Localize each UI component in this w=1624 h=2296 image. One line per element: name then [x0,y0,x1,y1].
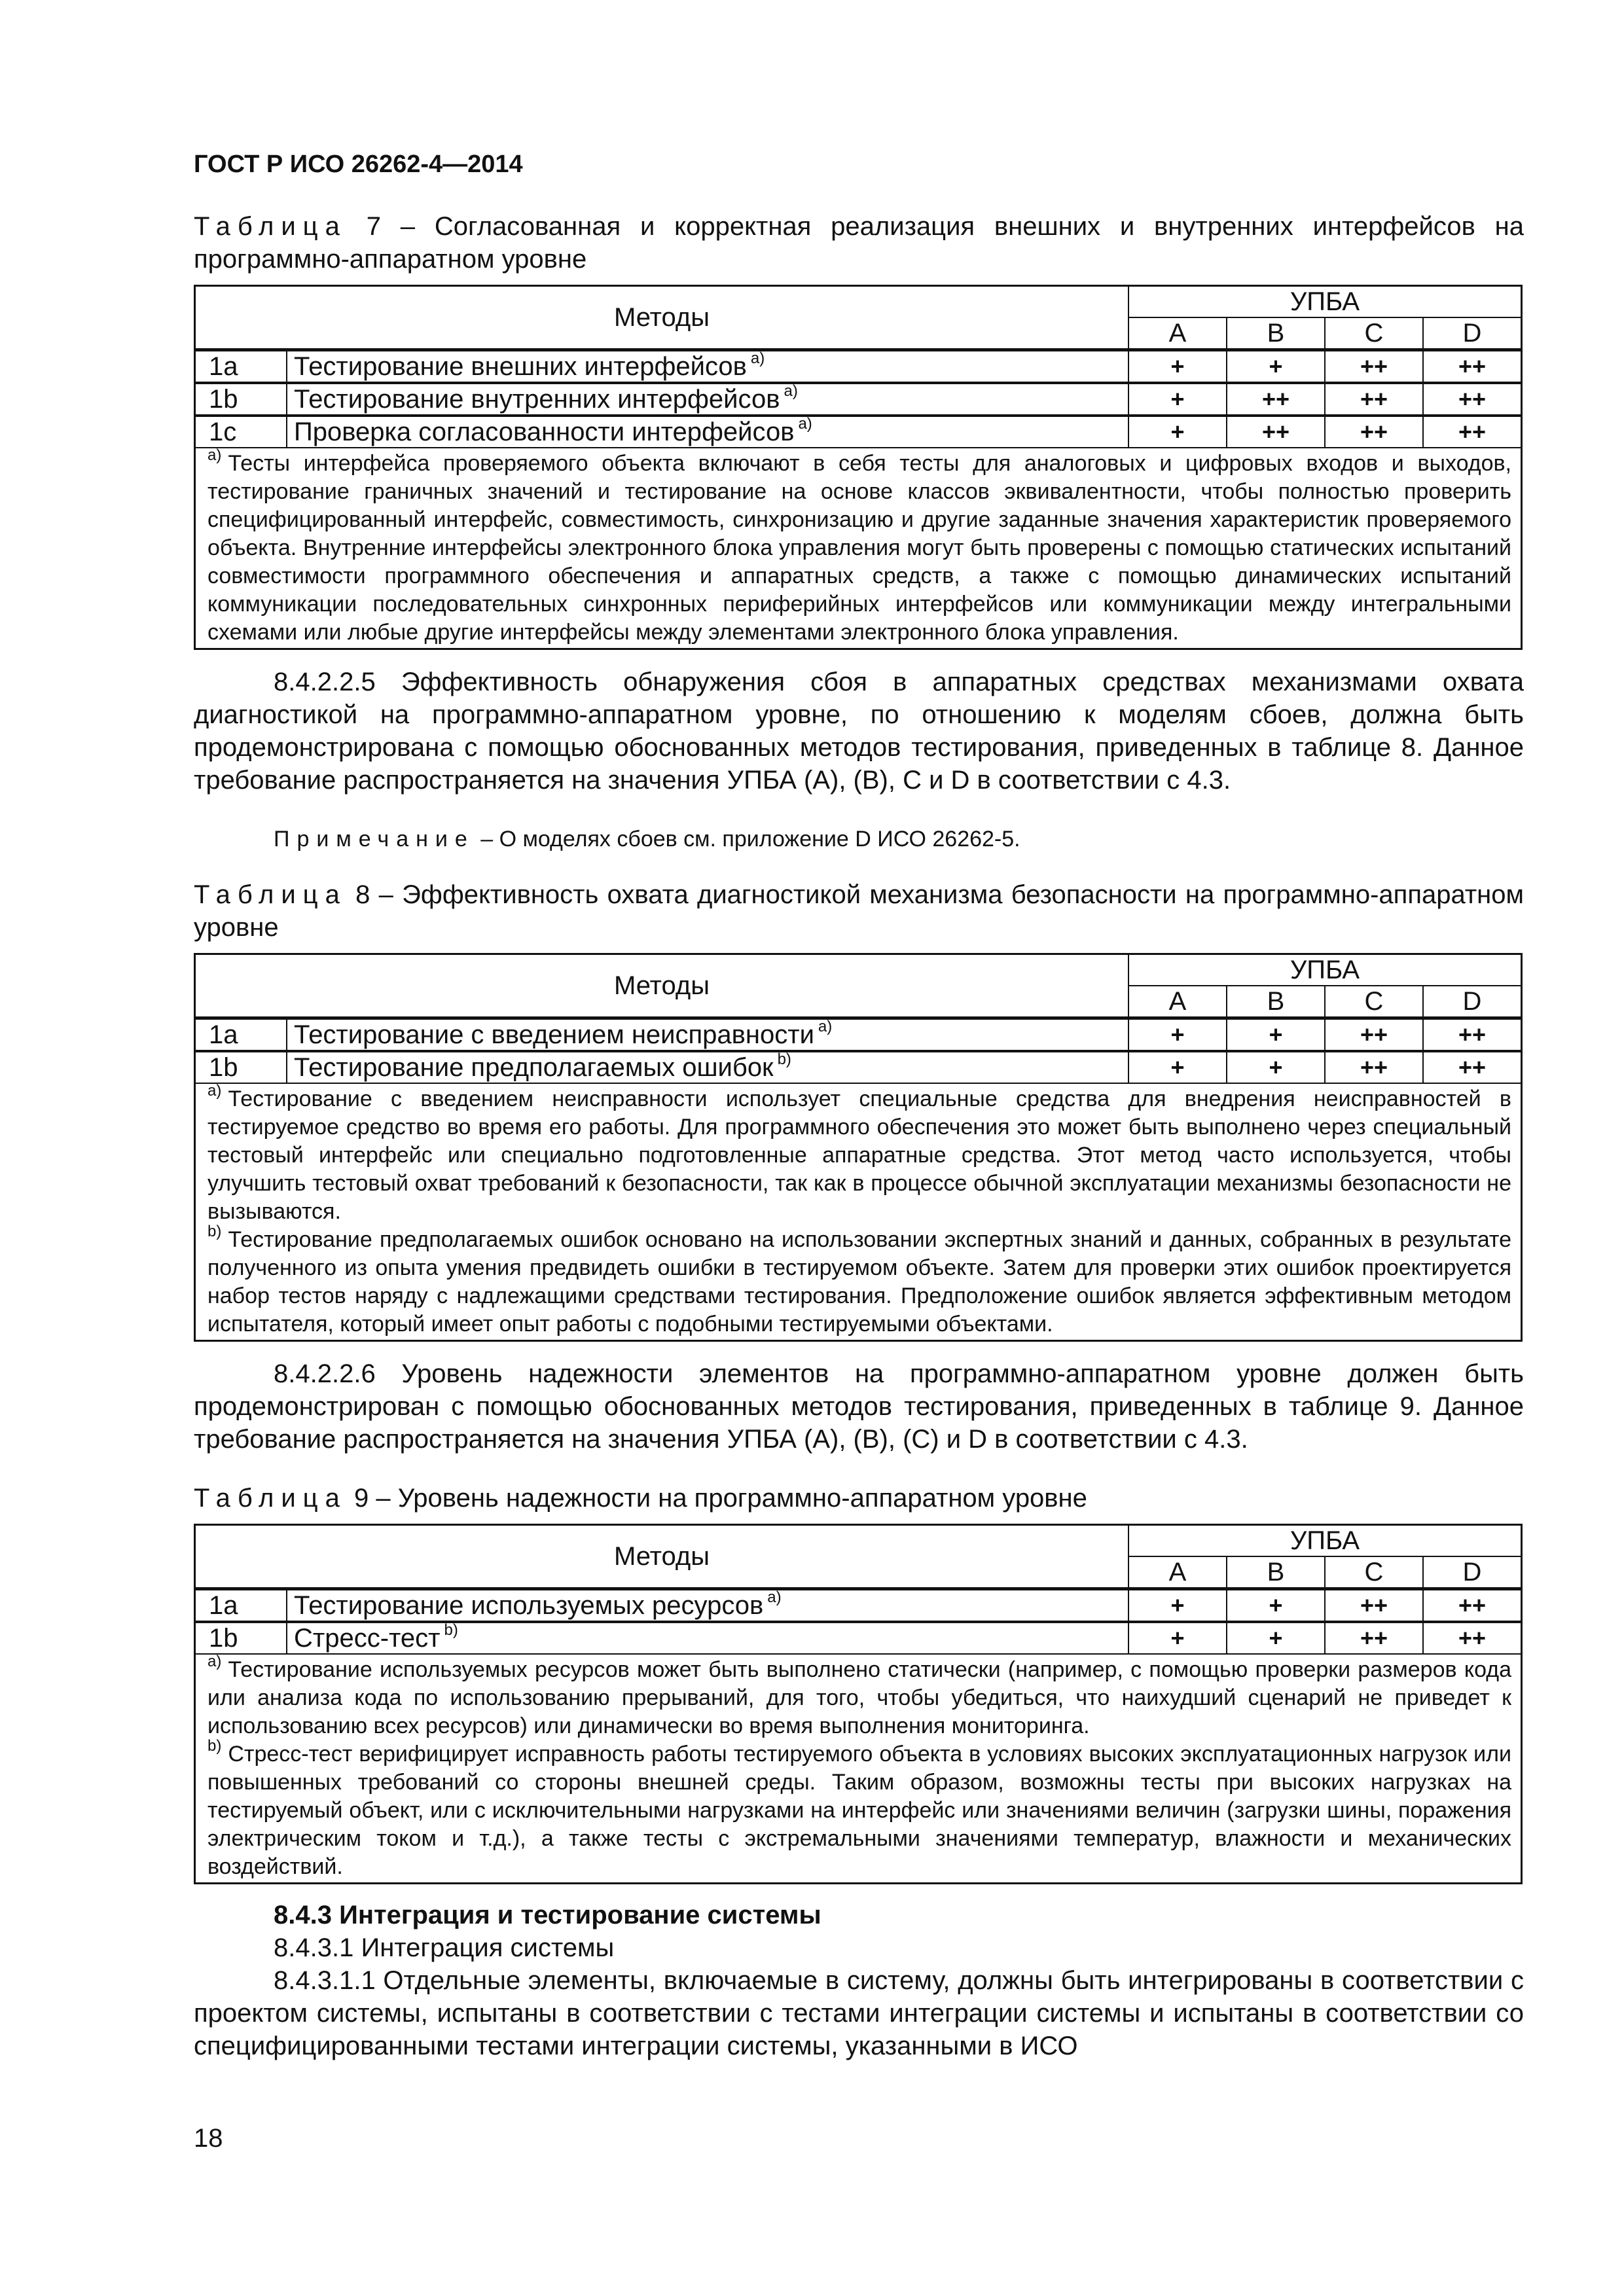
method-text: Тестирование внутренних интерфейсов [294,385,780,414]
table-row [195,350,1522,384]
value-c: ++ [1325,1018,1423,1052]
table9 [194,1524,1523,1884]
row-number: 1b [195,1622,287,1654]
table8-title: 8 – Эффективность охвата диагностикой механизма безопасности на программно-аппаратном уровне [194,880,1524,942]
value-c: ++ [1325,1622,1423,1654]
asil-header: УПБА [1128,286,1522,318]
grade-d-header: D [1423,1556,1522,1589]
method-text: Тестирование с введением неисправности [294,1020,814,1049]
note-mark: b) [208,1222,222,1240]
footnote-ref: a) [784,382,798,400]
subsection-heading: 8.4.3.1 Интеграция системы [274,1933,615,1962]
table9-caption [194,1482,1524,1515]
value-a: + [1128,1589,1227,1623]
table8-caption [194,878,1524,944]
row-method [287,1622,1128,1654]
paragraph-8-4-2-2-6: 8.4.2.2.6 Уровень надежности элементов на программно-аппаратном уровне должен быть продемонстрирован с помощью обоснованных методов тестирования, приведенных в таблице 9. Данное требование распространяется на значения УПБА (А), (В), (С) и D в соответствии с 4.3. [194,1359,1524,1454]
value-c: ++ [1325,416,1423,448]
table9-label: Таблица [194,1484,347,1513]
value-b: + [1227,1589,1325,1623]
note-text: Тесты интерфейса проверяемого объекта включают в себя тесты для аналоговых и цифровых входов и выходов, тестирование граничных значений и тестирование на основе классов эквивалентности, чтобы полностью проверить специфицированный интерфейс, совместимость, синхронизацию и другие заданные значения характеристик проверяемого объекта. Внутренние интерфейсы электронного блока управления могут быть проверены с помощью статических испытаний совместимости программного обеспечения и аппаратных средств, а также с помощью динамических испытаний коммуникации последовательных синхронных периферийных интерфейсов или коммуникации между интегральными схемами или любые другие интерфейсы между элементами электронного блока управления. [208,451,1511,645]
note-mark: a) [208,446,222,464]
remark-text: – О моделях сбоев см. приложение D ИСО 26262-5. [474,827,1020,852]
remark-label: Примечание [274,827,475,852]
value-c: ++ [1325,1051,1423,1083]
row-method [287,1051,1128,1083]
grade-c-header: C [1325,986,1423,1018]
table8-label: Таблица [194,880,347,909]
grade-c-header: C [1325,317,1423,350]
note-text: Стресс-тест верифицирует исправность работы тестируемого объекта в условиях высоких эксплуатационных нагрузок или повышенных требований со стороны внешней среды. Таким образом, возможны тесты при высоких нагрузках на тестируемый объект, или с исключительными нагрузками на интерфейс или значениями величин (загрузки шины, поражения электрическим током и т.д.), а также тесты с экстремальными значениями температур, влажности и механических воздействий. [208,1742,1511,1879]
paragraph-8-4-3-1-1: 8.4.3.1.1 Отдельные элементы, включаемые в систему, должны быть интегрированы в соответствии с проектом системы, испытаны в соответствии с тестами интеграции системы и испытаны в соответствии со специфицированными тестами интеграции системы, указанными в ИСО [194,1966,1524,2060]
table-notes-row [195,448,1522,649]
table-notes-row [195,1083,1522,1341]
grade-b-header: B [1227,317,1325,350]
method-text: Тестирование используемых ресурсов [294,1591,764,1620]
table-row [195,416,1522,448]
table9-note [195,1654,1522,1884]
value-b: ++ [1227,383,1325,416]
note-a [208,1652,1511,1740]
footnote-ref: a) [818,1017,833,1035]
note-a [208,1081,1511,1226]
table9-title: 9 – Уровень надежности на программно-аппаратном уровне [353,1484,1087,1513]
value-c: ++ [1325,350,1423,384]
grade-a-header: A [1128,317,1227,350]
grade-d-header: D [1423,986,1522,1018]
table-row [195,1622,1522,1654]
value-d: ++ [1423,416,1522,448]
value-a: + [1128,1018,1227,1052]
table8 [194,953,1523,1342]
row-number: 1c [195,416,287,448]
grade-c-header: C [1325,1556,1423,1589]
methods-header: Методы [195,1525,1129,1589]
table-header-row [195,286,1522,318]
table-header-row [195,954,1522,986]
footnote-ref: b) [777,1050,791,1068]
note-b [208,1736,1511,1881]
remark [194,827,1524,852]
table8-note [195,1083,1522,1341]
value-d: ++ [1423,350,1522,384]
table7-caption [194,210,1524,276]
value-a: + [1128,1051,1227,1083]
value-c: ++ [1325,1589,1423,1623]
table-row [195,1051,1522,1083]
value-b: + [1227,1051,1325,1083]
table-notes-row [195,1654,1522,1884]
row-number: 1b [195,1051,287,1083]
value-b: + [1227,1018,1325,1052]
row-number: 1a [195,1589,287,1623]
method-text: Стресс-тест [294,1624,441,1653]
paragraph-8-4-2-2-5: 8.4.2.2.5 Эффективность обнаружения сбоя в аппаратных средствах механизмами охвата диагностикой на программно-аппаратном уровне, по отношению к моделям сбоев, должна быть продемонстрирована с помощью обоснованных методов тестирования, приведенных в таблице 8. Данное требование распространяется на значения УПБА (А), (В), С и D в соответствии с 4.3. [194,668,1524,795]
grade-b-header: B [1227,986,1325,1018]
value-d: ++ [1423,1589,1522,1623]
value-a: + [1128,350,1227,384]
footnote-ref: a) [767,1588,782,1606]
methods-header: Методы [195,954,1129,1018]
grade-d-header: D [1423,317,1522,350]
value-b: + [1227,1622,1325,1654]
value-a: + [1128,383,1227,416]
table7 [194,285,1523,650]
asil-header: УПБА [1128,1525,1522,1557]
row-method [287,1018,1128,1052]
note-text: Тестирование используемых ресурсов может быть выполнено статически (например, с помощью проверки размеров кода или анализа кода по использованию прерываний, для того, чтобы убедиться, что наихудший сценарий не приведет к использованию всех ресурсов) или динамически во время выполнения мониторинга. [208,1657,1511,1738]
table-header-row [195,1525,1522,1557]
row-method [287,1589,1128,1623]
note-b [208,1222,1511,1338]
note-mark: a) [208,1652,222,1670]
row-method [287,416,1128,448]
table7-note [195,448,1522,649]
value-a: + [1128,416,1227,448]
value-d: ++ [1423,1018,1522,1052]
note-text: Тестирование с введением неисправности использует специальные средства для внедрения неисправностей в тестируемое средство во время его работы. Для программного обеспечения это может быть выполнено через специальный тестовый интерфейс или специально подготовленные аппаратные средства. Этот метод часто используется, чтобы улучшить тестовый охват требований к безопасности, так как в процессе обычной эксплуатации механизмы безопасности не вызываются. [208,1086,1511,1224]
grade-b-header: B [1227,1556,1325,1589]
row-number: 1b [195,383,287,416]
page-number: 18 [194,2124,223,2153]
methods-header: Методы [195,286,1129,350]
grade-a-header: A [1128,1556,1227,1589]
grade-a-header: A [1128,986,1227,1018]
method-text: Проверка согласованности интерфейсов [294,418,795,446]
table-row [195,383,1522,416]
method-text: Тестирование внешних интерфейсов [294,352,747,381]
footnote-ref: a) [750,349,765,367]
table7-title: 7 – Согласованная и корректная реализация внешних и внутренних интерфейсов на программно-аппаратном уровне [194,212,1524,274]
value-c: ++ [1325,383,1423,416]
section-heading: 8.4.3 Интеграция и тестирование системы [274,1901,821,1929]
table-row [195,1018,1522,1052]
row-method [287,383,1128,416]
note-mark: a) [208,1081,222,1100]
footnote-ref: b) [444,1621,458,1639]
value-b: ++ [1227,416,1325,448]
table7-label: Таблица [194,212,347,241]
row-method [287,350,1128,384]
value-d: ++ [1423,383,1522,416]
row-number: 1a [195,1018,287,1052]
value-d: ++ [1423,1051,1522,1083]
value-a: + [1128,1622,1227,1654]
method-text: Тестирование предполагаемых ошибок [294,1053,774,1082]
footnote-ref: a) [798,414,812,433]
note-mark: b) [208,1736,222,1755]
page-content [194,151,1524,2062]
table-row [195,1589,1522,1623]
row-number: 1a [195,350,287,384]
value-b: + [1227,350,1325,384]
asil-header: УПБА [1128,954,1522,986]
value-d: ++ [1423,1622,1522,1654]
note-text: Тестирование предполагаемых ошибок основано на использовании экспертных знаний и данных, собранных в результате полученного из опыта умения предвидеть ошибки в тестируемом объекте. Затем для проверки этих ошибок проектируется набор тестов наряду с надлежащими средствами тестирования. Предположение ошибок является эффективным методом испытателя, который имеет опыт работы с подобными тестируемыми объектами. [208,1227,1511,1336]
standard-header: ГОСТ Р ИСО 26262-4—2014 [194,151,523,178]
